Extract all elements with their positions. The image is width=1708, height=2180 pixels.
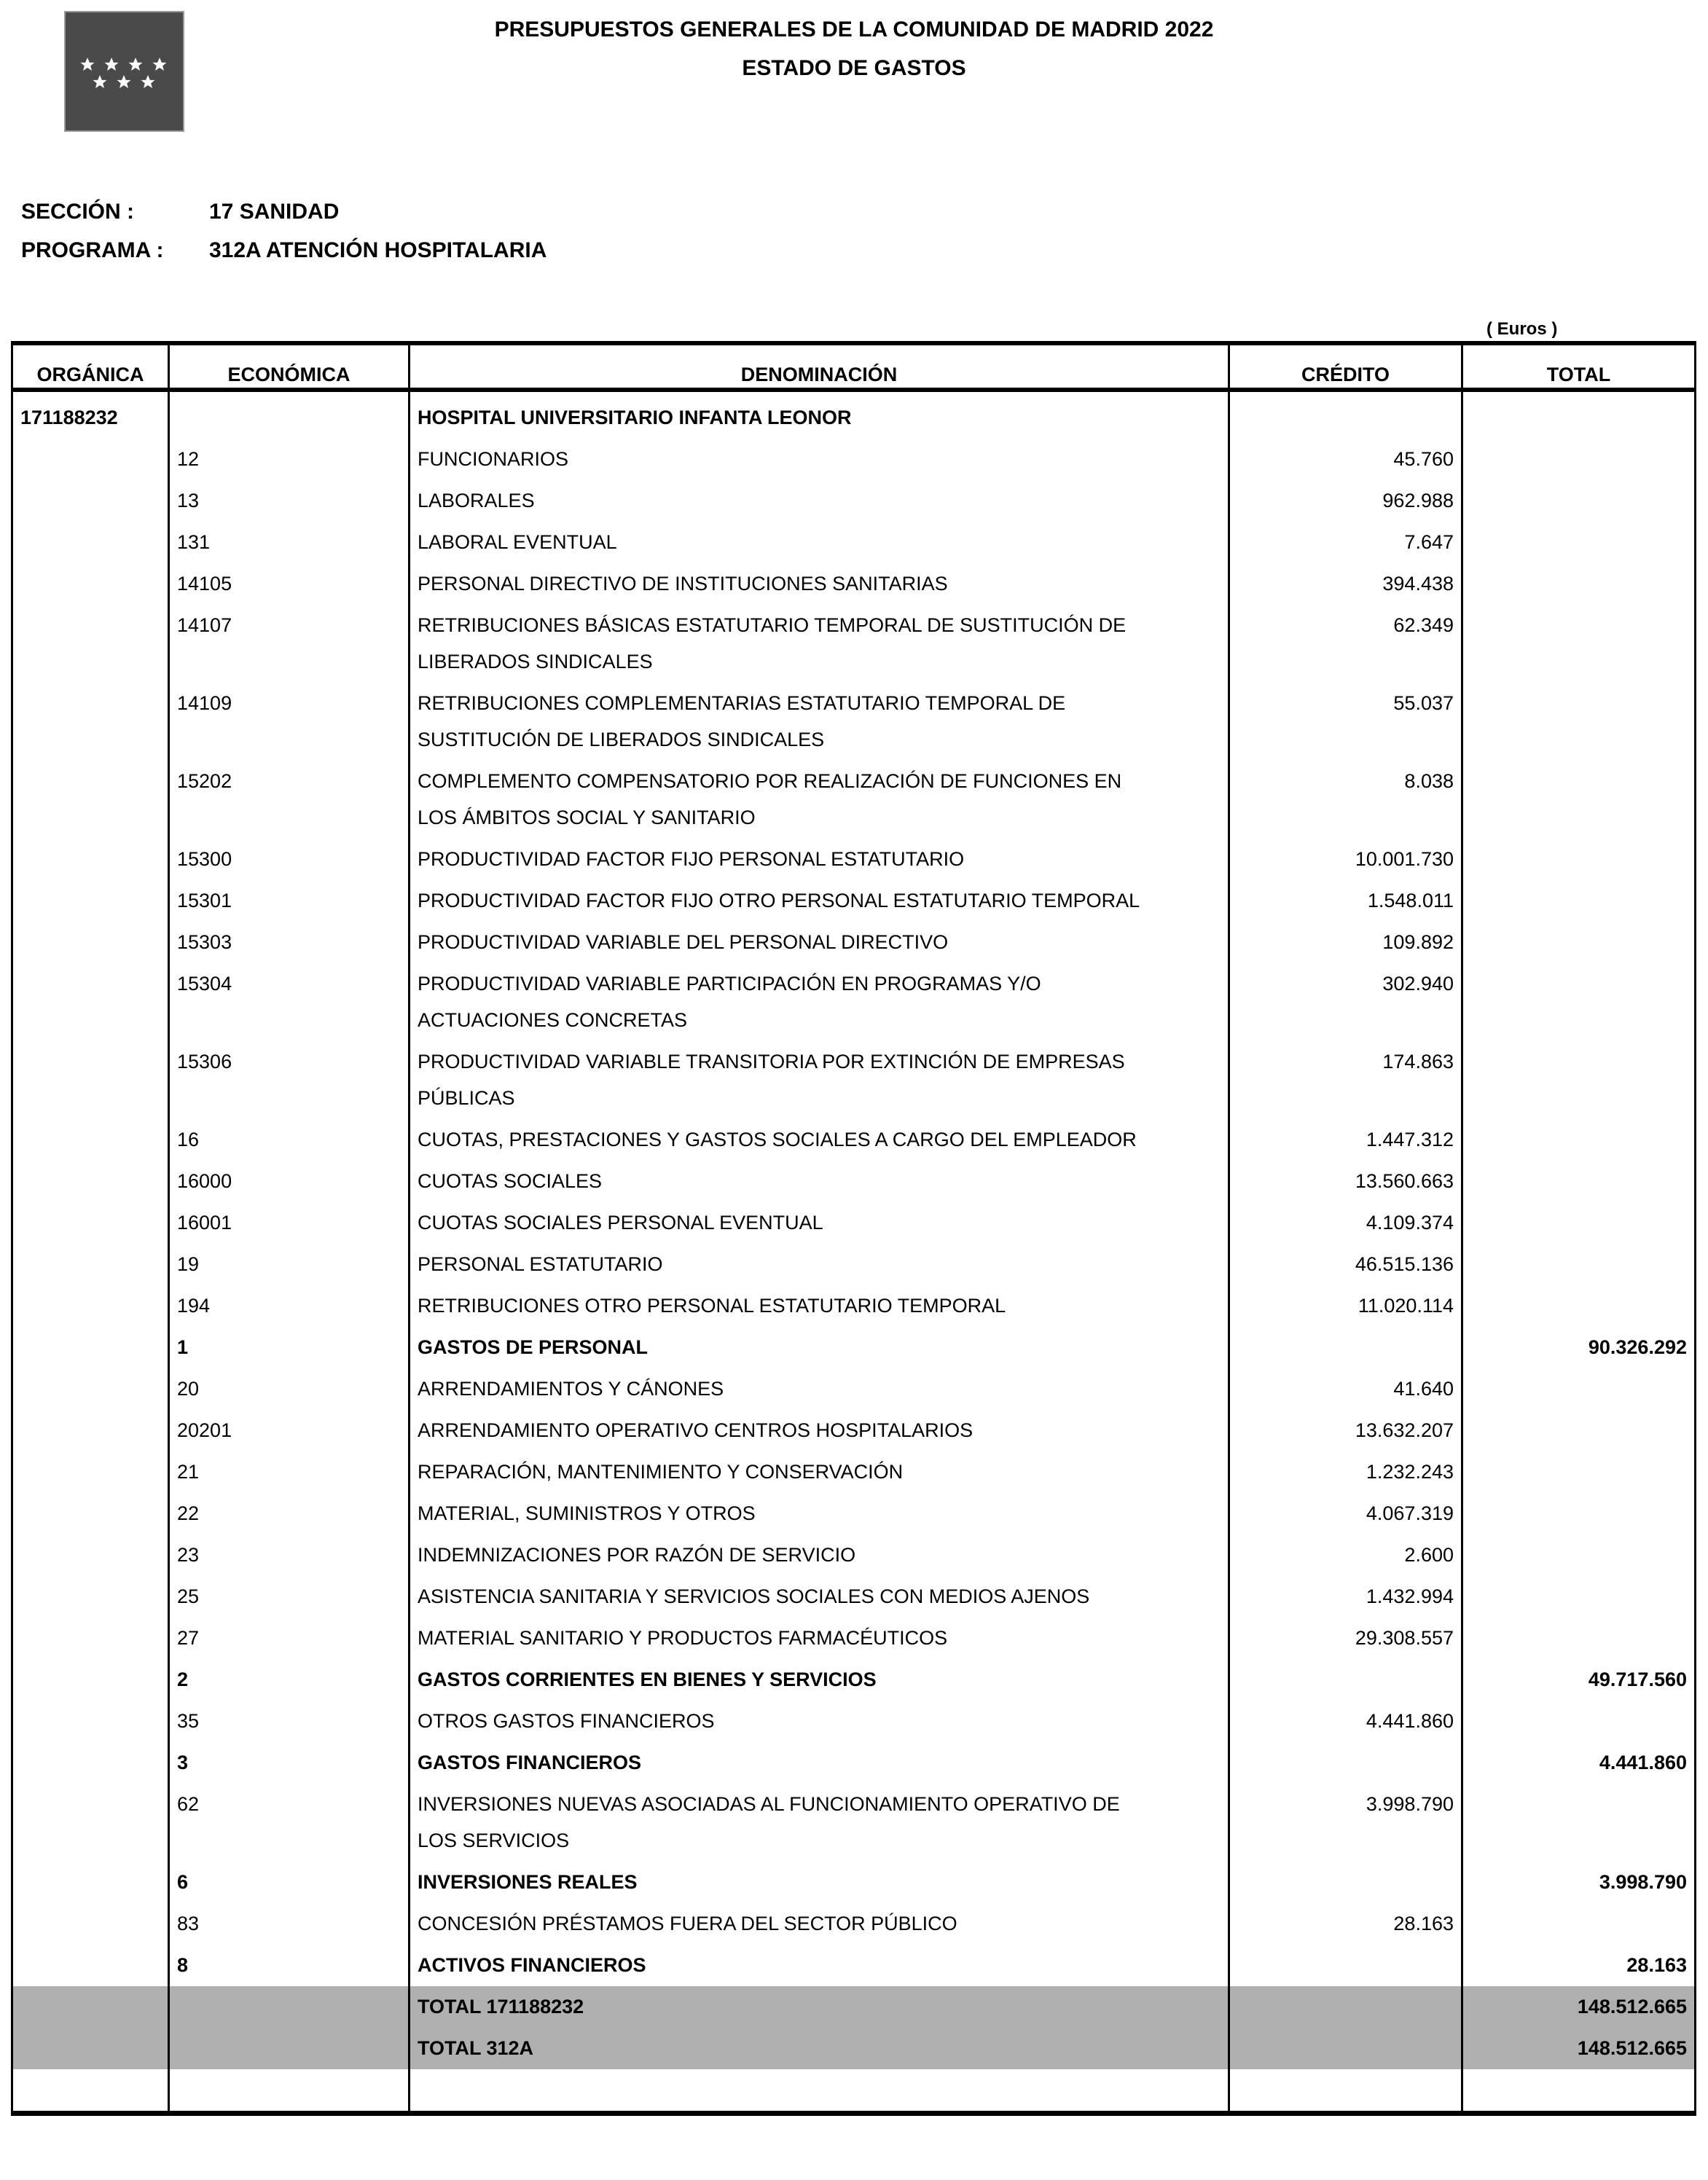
economica-cell: 21 [169, 1451, 410, 1493]
seccion-value: 17 SANIDAD [209, 200, 340, 224]
organica-cell [12, 1534, 169, 1576]
economica-cell: 6 [169, 1862, 410, 1903]
economica-cell: 131 [169, 522, 410, 563]
table-row [12, 1161, 1696, 1202]
denominacion-line: LABORAL EVENTUAL [418, 531, 617, 553]
table-header [12, 343, 1696, 390]
denominacion-line: INVERSIONES NUEVAS ASOCIADAS AL FUNCIONAMIENTO OPERATIVO DE [418, 1793, 1120, 1815]
denominacion-cell [410, 2028, 1229, 2069]
economica-cell: 14105 [169, 563, 410, 605]
denominacion-line: RETRIBUCIONES COMPLEMENTARIAS ESTATUTARIO TEMPORAL DE [418, 692, 1066, 714]
economica-cell: 22 [169, 1493, 410, 1534]
table-row [12, 880, 1696, 922]
credito-cell: 13.632.207 [1229, 1410, 1462, 1451]
organica-cell [12, 563, 169, 605]
subtotal-row [12, 390, 1696, 439]
economica-cell: 62 [169, 1784, 410, 1862]
total-cell [1462, 1161, 1696, 1202]
empty-cell [410, 2069, 1229, 2114]
denominacion-cell [410, 563, 1229, 605]
economica-cell: 19 [169, 1244, 410, 1285]
organica-cell [12, 839, 169, 880]
credito-cell: 45.760 [1229, 439, 1462, 480]
denominacion-cell [410, 963, 1229, 1041]
organica-cell [12, 1618, 169, 1659]
denominacion-cell [410, 1493, 1229, 1534]
programa-value: 312A ATENCIÓN HOSPITALARIA [209, 238, 547, 262]
denominacion-line: HOSPITAL UNIVERSITARIO INFANTA LEONOR [418, 407, 852, 428]
economica-cell: 15202 [169, 761, 410, 839]
credito-cell: 2.600 [1229, 1534, 1462, 1576]
total-cell [1462, 1244, 1696, 1285]
denominacion-line: ACTIVOS FINANCIEROS [418, 1954, 646, 1976]
denominacion-line: OTROS GASTOS FINANCIEROS [418, 1710, 715, 1732]
denominacion-cell [410, 683, 1229, 761]
table-row [12, 1534, 1696, 1576]
denominacion-cell [410, 1244, 1229, 1285]
economica-cell: 14109 [169, 683, 410, 761]
denominacion-cell [410, 480, 1229, 522]
denominacion-line: PERSONAL DIRECTIVO DE INSTITUCIONES SANITARIAS [418, 573, 948, 595]
table-row [12, 1285, 1696, 1327]
organica-cell [12, 1368, 169, 1410]
denominacion-cell [410, 1041, 1229, 1119]
denominacion-line: GASTOS FINANCIEROS [418, 1752, 642, 1773]
table-row [12, 1576, 1696, 1618]
organica-cell [12, 605, 169, 683]
table-row [12, 1410, 1696, 1451]
denominacion-cell [410, 1701, 1229, 1742]
organica-cell [12, 1945, 169, 1986]
total-cell [1462, 1451, 1696, 1493]
total-cell [1462, 563, 1696, 605]
economica-cell: 16000 [169, 1161, 410, 1202]
denominacion-line: FUNCIONARIOS [418, 448, 569, 470]
empty-row [12, 2069, 1696, 2114]
organica-cell [12, 880, 169, 922]
credito-cell: 46.515.136 [1229, 1244, 1462, 1285]
credito-cell: 962.988 [1229, 480, 1462, 522]
total-cell: 3.998.790 [1462, 1862, 1696, 1903]
total-cell [1462, 761, 1696, 839]
subtotal-row [12, 1862, 1696, 1903]
denominacion-cell [410, 1119, 1229, 1161]
denominacion-cell [410, 1784, 1229, 1862]
credito-cell: 8.038 [1229, 761, 1462, 839]
subtotal-row [12, 1945, 1696, 1986]
total-cell [1462, 1784, 1696, 1862]
credito-cell: 7.647 [1229, 522, 1462, 563]
denominacion-cell [410, 390, 1229, 439]
document-title: PRESUPUESTOS GENERALES DE LA COMUNIDAD DE MADRID 2022 [494, 17, 1214, 42]
credito-cell [1229, 1327, 1462, 1368]
denominacion-cell [410, 1659, 1229, 1701]
credito-cell: 1.432.994 [1229, 1576, 1462, 1618]
table-row [12, 1451, 1696, 1493]
credito-cell: 13.560.663 [1229, 1161, 1462, 1202]
table-row [12, 922, 1696, 963]
total-cell [1462, 390, 1696, 439]
empty-cell [12, 2069, 169, 2114]
denominacion-line: CUOTAS SOCIALES PERSONAL EVENTUAL [418, 1212, 823, 1234]
economica-cell: 20201 [169, 1410, 410, 1451]
table-row [12, 1701, 1696, 1742]
organica-cell [12, 1742, 169, 1784]
column-header-total: TOTAL [1462, 343, 1696, 390]
total-cell [1462, 1368, 1696, 1410]
denominacion-line: CUOTAS SOCIALES [418, 1170, 603, 1192]
economica-cell: 23 [169, 1534, 410, 1576]
organica-cell [12, 1701, 169, 1742]
denominacion-line: MATERIAL SANITARIO Y PRODUCTOS FARMACÉUTICOS [418, 1627, 948, 1649]
denominacion-line: GASTOS CORRIENTES EN BIENES Y SERVICIOS [418, 1669, 877, 1690]
denominacion-line: COMPLEMENTO COMPENSATORIO POR REALIZACIÓN DE FUNCIONES EN [418, 770, 1122, 792]
total-cell [1462, 1202, 1696, 1244]
denominacion-cell [410, 1534, 1229, 1576]
total-cell [1462, 1285, 1696, 1327]
table-row [12, 1784, 1696, 1862]
total-cell [1462, 922, 1696, 963]
table-row [12, 1368, 1696, 1410]
table-row [12, 1041, 1696, 1119]
economica-cell: 3 [169, 1742, 410, 1784]
credito-cell [1229, 1945, 1462, 1986]
organica-cell [12, 1862, 169, 1903]
organica-cell [12, 922, 169, 963]
organica-cell [12, 1285, 169, 1327]
credito-cell: 394.438 [1229, 563, 1462, 605]
credito-cell: 174.863 [1229, 1041, 1462, 1119]
units-label: ( Euros ) [1486, 319, 1558, 339]
organica-cell [12, 1041, 169, 1119]
denominacion-line: ACTUACIONES CONCRETAS [418, 1009, 688, 1031]
economica-cell [169, 2028, 410, 2069]
table-row [12, 1903, 1696, 1945]
denominacion-line: ASISTENCIA SANITARIA Y SERVICIOS SOCIALES CON MEDIOS AJENOS [418, 1585, 1090, 1607]
total-cell [1462, 683, 1696, 761]
total-cell [1462, 522, 1696, 563]
denominacion-line: INVERSIONES REALES [418, 1871, 638, 1893]
denominacion-line: RETRIBUCIONES BÁSICAS ESTATUTARIO TEMPORAL DE SUSTITUCIÓN DE [418, 614, 1127, 636]
organica-cell [12, 439, 169, 480]
economica-cell: 15300 [169, 839, 410, 880]
economica-cell: 35 [169, 1701, 410, 1742]
denominacion-line: LABORALES [418, 490, 535, 511]
table-row [12, 480, 1696, 522]
credito-cell: 302.940 [1229, 963, 1462, 1041]
economica-cell [169, 390, 410, 439]
economica-cell: 15301 [169, 880, 410, 922]
denominacion-cell [410, 1903, 1229, 1945]
denominacion-cell [410, 522, 1229, 563]
denominacion-cell [410, 1161, 1229, 1202]
total-cell [1462, 1903, 1696, 1945]
denominacion-line: ARRENDAMIENTO OPERATIVO CENTROS HOSPITALARIOS [418, 1419, 974, 1441]
credito-cell: 1.232.243 [1229, 1451, 1462, 1493]
credito-cell [1229, 1742, 1462, 1784]
denominacion-cell [410, 1742, 1229, 1784]
denominacion-line: MATERIAL, SUMINISTROS Y OTROS [418, 1502, 756, 1524]
denominacion-line: PRODUCTIVIDAD VARIABLE TRANSITORIA POR EXTINCIÓN DE EMPRESAS [418, 1051, 1125, 1073]
organica-cell [12, 1659, 169, 1701]
credito-cell [1229, 2028, 1462, 2069]
economica-cell: 16001 [169, 1202, 410, 1244]
denominacion-line: INDEMNIZACIONES POR RAZÓN DE SERVICIO [418, 1544, 856, 1566]
column-header-economica: ECONÓMICA [169, 343, 410, 390]
total-cell: 148.512.665 [1462, 2028, 1696, 2069]
economica-cell: 20 [169, 1368, 410, 1410]
credito-cell: 29.308.557 [1229, 1618, 1462, 1659]
denominacion-line: PRODUCTIVIDAD FACTOR FIJO OTRO PERSONAL ESTATUTARIO TEMPORAL [418, 890, 1140, 911]
column-header-organica: ORGÁNICA [12, 343, 169, 390]
organica-cell [12, 2028, 169, 2069]
organica-cell [12, 683, 169, 761]
economica-cell: 15304 [169, 963, 410, 1041]
total-cell: 90.326.292 [1462, 1327, 1696, 1368]
economica-cell: 194 [169, 1285, 410, 1327]
table-row [12, 761, 1696, 839]
denominacion-line: SUSTITUCIÓN DE LIBERADOS SINDICALES [418, 729, 825, 750]
denominacion-line: GASTOS DE PERSONAL [418, 1336, 649, 1358]
denominacion-cell [410, 439, 1229, 480]
organica-cell [12, 480, 169, 522]
economica-cell: 8 [169, 1945, 410, 1986]
denominacion-line: PÚBLICAS [418, 1087, 515, 1109]
denominacion-line: CUOTAS, PRESTACIONES Y GASTOS SOCIALES A CARGO DEL EMPLEADOR [418, 1129, 1137, 1150]
table-row [12, 522, 1696, 563]
table-row [12, 1244, 1696, 1285]
subtotal-row [12, 1659, 1696, 1701]
credito-cell: 62.349 [1229, 605, 1462, 683]
seccion-line [21, 200, 340, 224]
total-cell [1462, 1534, 1696, 1576]
total-row [12, 1986, 1696, 2028]
denominacion-cell [410, 1986, 1229, 2028]
denominacion-cell [410, 605, 1229, 683]
denominacion-cell [410, 1410, 1229, 1451]
credito-cell: 10.001.730 [1229, 839, 1462, 880]
total-cell [1462, 1576, 1696, 1618]
total-cell: 28.163 [1462, 1945, 1696, 1986]
economica-cell [169, 1986, 410, 2028]
organica-cell [12, 1986, 169, 2028]
denominacion-cell [410, 1368, 1229, 1410]
empty-cell [1462, 2069, 1696, 2114]
total-cell: 4.441.860 [1462, 1742, 1696, 1784]
total-cell [1462, 963, 1696, 1041]
total-row [12, 2028, 1696, 2069]
credito-cell: 28.163 [1229, 1903, 1462, 1945]
organica-cell [12, 1244, 169, 1285]
credito-cell: 11.020.114 [1229, 1285, 1462, 1327]
denominacion-cell [410, 880, 1229, 922]
denominacion-line: LOS ÁMBITOS SOCIAL Y SANITARIO [418, 807, 756, 828]
denominacion-line: LIBERADOS SINDICALES [418, 651, 653, 673]
economica-cell: 16 [169, 1119, 410, 1161]
credito-cell: 4.109.374 [1229, 1202, 1462, 1244]
column-header-denominacion: DENOMINACIÓN [410, 343, 1229, 390]
organica-cell [12, 1903, 169, 1945]
seccion-label: SECCIÓN : [21, 200, 135, 224]
total-cell [1462, 605, 1696, 683]
denominacion-line: ARRENDAMIENTOS Y CÁNONES [418, 1378, 724, 1400]
denominacion-line: REPARACIÓN, MANTENIMIENTO Y CONSERVACIÓN [418, 1461, 904, 1483]
organica-cell: 171188232 [12, 390, 169, 439]
organica-cell [12, 1202, 169, 1244]
total-cell [1462, 1041, 1696, 1119]
table-body [12, 390, 1696, 2114]
organica-cell [12, 963, 169, 1041]
table-row [12, 1119, 1696, 1161]
denominacion-line: TOTAL 312A [418, 2037, 534, 2059]
economica-cell: 1 [169, 1327, 410, 1368]
credito-cell: 109.892 [1229, 922, 1462, 963]
total-cell [1462, 1410, 1696, 1451]
economica-cell: 15306 [169, 1041, 410, 1119]
organica-cell [12, 1576, 169, 1618]
economica-cell: 15303 [169, 922, 410, 963]
denominacion-cell [410, 1945, 1229, 1986]
total-cell [1462, 439, 1696, 480]
denominacion-cell [410, 1862, 1229, 1903]
denominacion-cell [410, 1285, 1229, 1327]
organica-cell [12, 1451, 169, 1493]
credito-cell [1229, 1862, 1462, 1903]
total-cell: 148.512.665 [1462, 1986, 1696, 2028]
economica-cell: 25 [169, 1576, 410, 1618]
document-subtitle: ESTADO DE GASTOS [742, 56, 966, 80]
economica-cell: 13 [169, 480, 410, 522]
organica-cell [12, 1161, 169, 1202]
credito-cell: 4.067.319 [1229, 1493, 1462, 1534]
credito-cell: 1.447.312 [1229, 1119, 1462, 1161]
denominacion-cell [410, 839, 1229, 880]
denominacion-line: PRODUCTIVIDAD FACTOR FIJO PERSONAL ESTATUTARIO [418, 848, 965, 870]
table-row [12, 963, 1696, 1041]
organica-cell [12, 1327, 169, 1368]
total-cell [1462, 1618, 1696, 1659]
table-row [12, 439, 1696, 480]
denominacion-line: PRODUCTIVIDAD VARIABLE PARTICIPACIÓN EN PROGRAMAS Y/O [418, 973, 1041, 995]
denominacion-cell [410, 1618, 1229, 1659]
denominacion-line: RETRIBUCIONES OTRO PERSONAL ESTATUTARIO TEMPORAL [418, 1295, 1006, 1317]
credito-cell: 55.037 [1229, 683, 1462, 761]
denominacion-cell [410, 922, 1229, 963]
credito-cell: 3.998.790 [1229, 1784, 1462, 1862]
economica-cell: 2 [169, 1659, 410, 1701]
total-cell [1462, 480, 1696, 522]
denominacion-cell [410, 1576, 1229, 1618]
denominacion-cell [410, 1202, 1229, 1244]
table-row [12, 563, 1696, 605]
total-cell [1462, 1493, 1696, 1534]
subtotal-row [12, 1327, 1696, 1368]
organica-cell [12, 1784, 169, 1862]
credito-cell: 1.548.011 [1229, 880, 1462, 922]
table-row [12, 1618, 1696, 1659]
denominacion-line: LOS SERVICIOS [418, 1830, 570, 1851]
denominacion-line: CONCESIÓN PRÉSTAMOS FUERA DEL SECTOR PÚBLICO [418, 1913, 957, 1934]
economica-cell: 27 [169, 1618, 410, 1659]
denominacion-line: TOTAL 171188232 [418, 1996, 584, 2018]
denominacion-cell [410, 1451, 1229, 1493]
total-cell [1462, 880, 1696, 922]
credito-cell: 4.441.860 [1229, 1701, 1462, 1742]
table-row [12, 683, 1696, 761]
denominacion-line: PRODUCTIVIDAD VARIABLE DEL PERSONAL DIRECTIVO [418, 931, 949, 953]
total-cell [1462, 1701, 1696, 1742]
empty-cell [1229, 2069, 1462, 2114]
credito-cell [1229, 1986, 1462, 2028]
total-cell [1462, 839, 1696, 880]
column-header-credito: CRÉDITO [1229, 343, 1462, 390]
denominacion-line: PERSONAL ESTATUTARIO [418, 1253, 663, 1275]
economica-cell: 14107 [169, 605, 410, 683]
economica-cell: 83 [169, 1903, 410, 1945]
organica-cell [12, 761, 169, 839]
total-cell [1462, 1119, 1696, 1161]
denominacion-cell [410, 761, 1229, 839]
programa-line [21, 238, 547, 263]
organica-cell [12, 522, 169, 563]
credito-cell [1229, 1659, 1462, 1701]
total-cell: 49.717.560 [1462, 1659, 1696, 1701]
programa-label: PROGRAMA : [21, 238, 164, 262]
denominacion-cell [410, 1327, 1229, 1368]
organica-cell [12, 1119, 169, 1161]
table-row [12, 839, 1696, 880]
subtotal-row [12, 1742, 1696, 1784]
table-row [12, 1202, 1696, 1244]
economica-cell: 12 [169, 439, 410, 480]
table-row [12, 1493, 1696, 1534]
empty-cell [169, 2069, 410, 2114]
organica-cell [12, 1493, 169, 1534]
table-row [12, 605, 1696, 683]
credito-cell: 41.640 [1229, 1368, 1462, 1410]
credito-cell [1229, 390, 1462, 439]
budget-table [11, 341, 1696, 2116]
organica-cell [12, 1410, 169, 1451]
